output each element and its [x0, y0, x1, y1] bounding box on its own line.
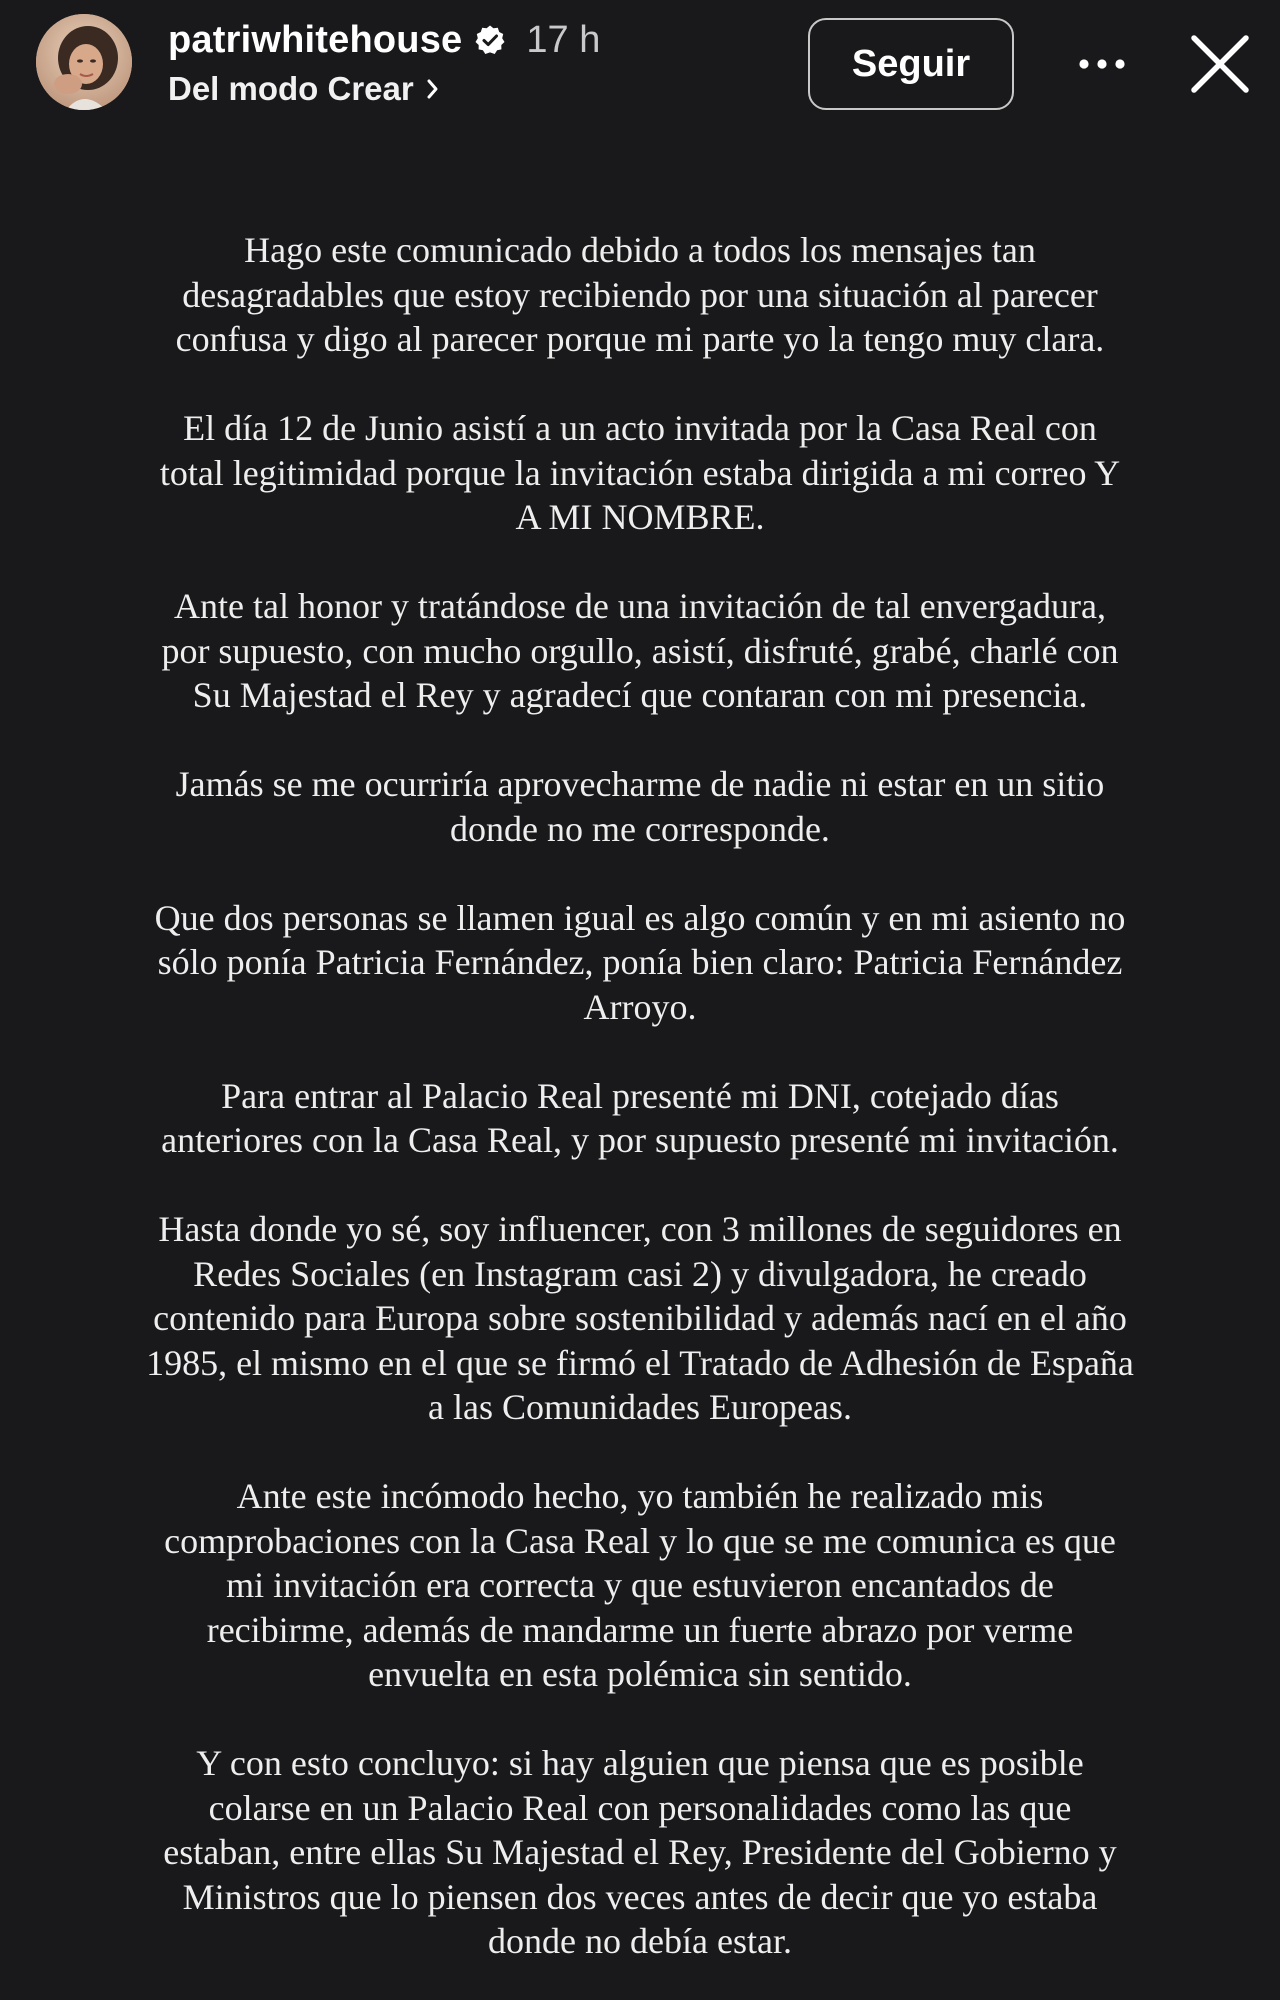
statement-paragraph	[90, 1474, 1190, 1697]
statement-paragraph	[90, 762, 1190, 851]
statement-line: Que dos personas se llamen igual es algo común y en mi asiento no	[154, 897, 1126, 938]
statement-line: envuelta en esta polémica sin sentido.	[368, 1654, 912, 1694]
statement-line: estaban, entre ellas Su Majestad el Rey, Presidente del Gobierno y	[163, 1832, 1117, 1872]
statement-paragraph	[90, 584, 1190, 718]
chevron-right-icon	[426, 78, 440, 100]
statement-line: donde no debía estar.	[488, 1921, 792, 1961]
statement-paragraph	[90, 1741, 1190, 1964]
statement-line: 1985, el mismo en el que se firmó el Tratado de Adhesión de España	[146, 1342, 1134, 1383]
statement-line: A MI NOMBRE.	[515, 497, 765, 537]
close-icon[interactable]	[1190, 34, 1250, 94]
statement-line: total legitimidad porque la invitación estaba dirigida a mi correo Y	[159, 452, 1121, 493]
statement-line: confusa y digo al parecer porque mi parte yo la tengo muy clara.	[175, 319, 1105, 359]
statement-line: El día 12 de Junio asistí a un acto invitada por la Casa Real con	[183, 408, 1097, 448]
statement-line: Redes Sociales (en Instagram casi 2) y divulgadora, he creado	[193, 1253, 1087, 1294]
name-row	[168, 14, 688, 66]
statement-line: Y con esto concluyo: si hay alguien que piensa que es posible	[196, 1743, 1084, 1783]
statement-line: Para entrar al Palacio Real presenté mi DNI, cotejado días	[221, 1075, 1059, 1116]
statement-line: a las Comunidades Europeas.	[428, 1387, 852, 1427]
statement-paragraph	[90, 406, 1190, 540]
create-mode-link[interactable]	[168, 66, 688, 112]
statement-paragraph	[90, 228, 1190, 362]
story-header	[0, 0, 1280, 130]
statement-line: contenido para Europa sobre sostenibilidad y además nací en el año	[153, 1298, 1127, 1338]
username[interactable]: patriwhitehouse	[168, 18, 463, 61]
statement-line: Su Majestad el Rey y agradecí que contaran con mi presencia.	[192, 675, 1088, 715]
verified-badge-icon	[474, 24, 506, 56]
statement-text	[90, 228, 1190, 1964]
more-options-icon[interactable]	[1072, 40, 1132, 88]
avatar[interactable]	[36, 14, 132, 110]
statement-line: Hasta donde yo sé, soy influencer, con 3 millones de seguidores en	[158, 1209, 1122, 1249]
statement-line: desagradables que estoy recibiendo por una situación al parecer	[182, 274, 1098, 315]
statement-line: Arroyo.	[583, 986, 697, 1027]
statement-line: Ministros que lo piensen dos veces antes de decir que yo estaba	[182, 1876, 1098, 1917]
statement-line: anteriores con la Casa Real, y por supuesto presenté mi invitación.	[161, 1120, 1119, 1160]
statement-paragraph	[90, 896, 1190, 1030]
statement-paragraph	[90, 1207, 1190, 1430]
follow-button[interactable]: Seguir	[808, 18, 1014, 110]
statement-line: sólo ponía Patricia Fernández, ponía bien claro: Patricia Fernández	[157, 942, 1123, 982]
statement-line: donde no me corresponde.	[450, 808, 830, 849]
subtitle: Del modo Crear	[168, 70, 414, 107]
statement-line: comprobaciones con la Casa Real y lo que se me comunica es que	[164, 1520, 1116, 1561]
statement-paragraph	[90, 1074, 1190, 1163]
statement-line: Hago este comunicado debido a todos los mensajes tan	[244, 230, 1036, 270]
user-info	[168, 14, 688, 112]
statement-line: Ante este incómodo hecho, yo también he realizado mis	[236, 1476, 1044, 1516]
post-time: 17 h	[526, 18, 601, 61]
avatar-portrait-icon	[36, 14, 132, 110]
statement-line: mi invitación era correcta y que estuvieron encantados de	[226, 1565, 1054, 1605]
statement-line: colarse en un Palacio Real con personalidades como las que	[208, 1787, 1072, 1828]
statement-line: Ante tal honor y tratándose de una invitación de tal envergadura,	[173, 586, 1106, 626]
statement-line: recibirme, además de mandarme un fuerte abrazo por verme	[206, 1609, 1074, 1650]
statement-line: Jamás se me ocurriría aprovecharme de nadie ni estar en un sitio	[175, 764, 1105, 804]
statement-line: por supuesto, con mucho orgullo, asistí, disfruté, grabé, charlé con	[161, 630, 1119, 671]
